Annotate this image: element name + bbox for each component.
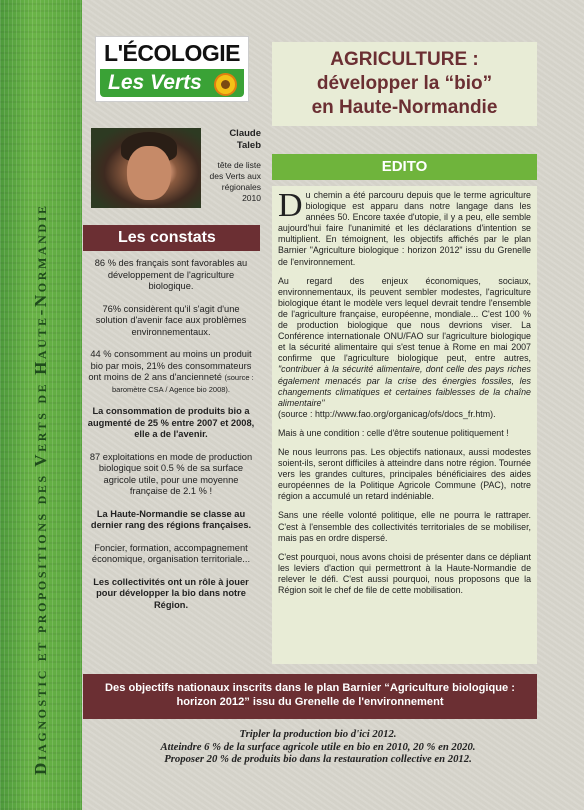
edito-paragraph: Sans une réelle volonté politique, elle ne pourra le rattraper. C'est à l'ensemble des collectivités territoriales de se mobiliser, mais pas en ordre dispersé.: [278, 510, 531, 543]
title-line3: en Haute-Normandie: [311, 97, 498, 118]
candidate-first-name: Claude: [229, 128, 261, 139]
edito-paragraph: Mais à une condition : celle d'être soutenue politiquement !: [278, 427, 509, 438]
constat-item: La Haute-Normandie se classe au dernier rang des régions françaises.: [90, 508, 252, 530]
edito-paragraph: C'est pourquoi, nous avons choisi de présenter dans ce dépliant les leviers d'action qui permettront à la Haute-Normandie de relever le défi. C'est aussi pourquoi, nous proposons que la Région soit le chef de file de cette mobilisation.: [278, 551, 531, 595]
logo-band: [100, 69, 244, 97]
edito-paragraph: Du chemin a été parcouru depuis que le terme agriculture biologique est apparu dans notre langage dans les années 50. Encore taxée d'utopie, il y a peu, elle semble aujourd'hui faire l'unanimité et les déclarations d'intention se multiplient. En témoignent, les objectifs affichés par le plan Barnier "Agriculture biologique : horizon 2012" issu du Grenelle de l'environnement.: [278, 187, 531, 267]
party-logo: [95, 36, 249, 102]
title-line1: AGRICULTURE :: [330, 49, 479, 70]
edito-body: [272, 186, 537, 664]
constat-item: 87 exploitations en mode de production biologique soit 0.5 % de sa surface agricole utile, pour une moyenne française de 2.1 % !: [89, 451, 253, 496]
objectives-list: [83, 728, 553, 766]
candidate-role: tête de liste des Verts aux régionales 2010: [209, 160, 261, 203]
objective-item: Proposer 20 % de produits bio dans la restauration collective en 2012.: [164, 753, 472, 765]
candidate-name: [203, 128, 261, 152]
constat-item: Les collectivités ont un rôle à jouer pour développer la bio dans notre Région.: [93, 576, 249, 610]
objectives-banner: Des objectifs nationaux inscrits dans le plan Barnier “Agriculture biologique : horizon 2012” issu du Grenelle de l'environnement: [83, 674, 537, 719]
fao-quote: "contribuer à la sécurité alimentaire, dont celle des pays riches également menacés par la crise des énergies fossiles, les changements climatiques et certaines faiblesses de la chaîne alimentaire": [278, 364, 531, 408]
fao-source: (source : http://www.fao.org/organicag/ofs/docs_fr.htm).: [278, 408, 496, 419]
photo-caption: [203, 128, 261, 204]
objective-item: Atteindre 6 % de la surface agricole utile en bio en 2010, 20 % en 2020.: [160, 740, 476, 753]
side-title: Diagnostic et propositions des Verts de Haute-Normandie: [31, 203, 50, 775]
side-strip: [0, 0, 82, 810]
objective-item: Tripler la production bio d'ici 2012.: [239, 728, 397, 740]
page-title: [272, 42, 537, 126]
edito-dropcap: D: [278, 187, 303, 224]
title-line2: développer la “bio”: [316, 73, 493, 94]
edito-heading: EDITO: [272, 154, 537, 180]
candidate-last-name: Taleb: [236, 140, 261, 151]
candidate-photo: [91, 128, 201, 208]
constat-item: La consommation de produits bio a augmenté de 25 % entre 2007 et 2008, elle a de l'avenir.: [87, 406, 255, 439]
photo-face: [127, 146, 171, 200]
edito-paragraph: Au regard des enjeux économiques, sociaux, environnementaux, ils peuvent sembler modestes, l'agriculture biologique étant le modèle vers lequel devrait tendre l'ensemble de l'agriculture française, européenne, mondiale... C'est 100 % de production biologique que nous devrions viser. La Conférence internationale ONU/FAO sur l'agriculture biologique et la sécurité alimentaire qui s'est tenue à Rome en mai 2007 confirme que l'agriculture biologique peut, entre autres, "contribuer à la sécurité alimentaire, dont celle des pays riches également menacés par la crise des énergies fossiles, les changements climatiques et certaines faiblesses de la chaîne alimentaire" (source : http://www.fao.org/organicag/ofs/docs_fr.htm).: [278, 275, 531, 419]
constat-item: 76% considèrent qu'il s'agit d'une solution d'avenir face aux problèmes environnementaux.: [95, 303, 247, 337]
constats-list: [86, 258, 256, 622]
logo-line1: L'ÉCOLOGIE: [104, 40, 240, 66]
constat-item: Foncier, formation, accompagnement économique, organisation territoriale...: [91, 542, 251, 564]
constats-heading: Les constats: [83, 225, 260, 251]
logo-line2: Les Verts: [108, 71, 202, 94]
sunflower-icon: [214, 73, 237, 96]
constat-item: 44 % consomment au moins un produit bio par mois, 21% des consommateurs ont moins de 2 ans d'ancienneté (source : baromètre CSA / Agence bio 2008).: [88, 349, 254, 394]
edito-paragraph: Ne nous leurrons pas. Les objectifs nationaux, aussi modestes soient-ils, seront difficiles à atteindre dans notre région. Tournée vers les grandes cultures, principales bénéficiaires des aides européennes de la Politique Agricole Commune (PAC), notre région a accumulé un retard indéniable.: [278, 446, 531, 502]
constat-item: 86 % des français sont favorables au développement de l'agriculture biologique.: [94, 258, 248, 291]
constat-source: (source : baromètre CSA / Agence bio 2008).: [112, 373, 254, 394]
